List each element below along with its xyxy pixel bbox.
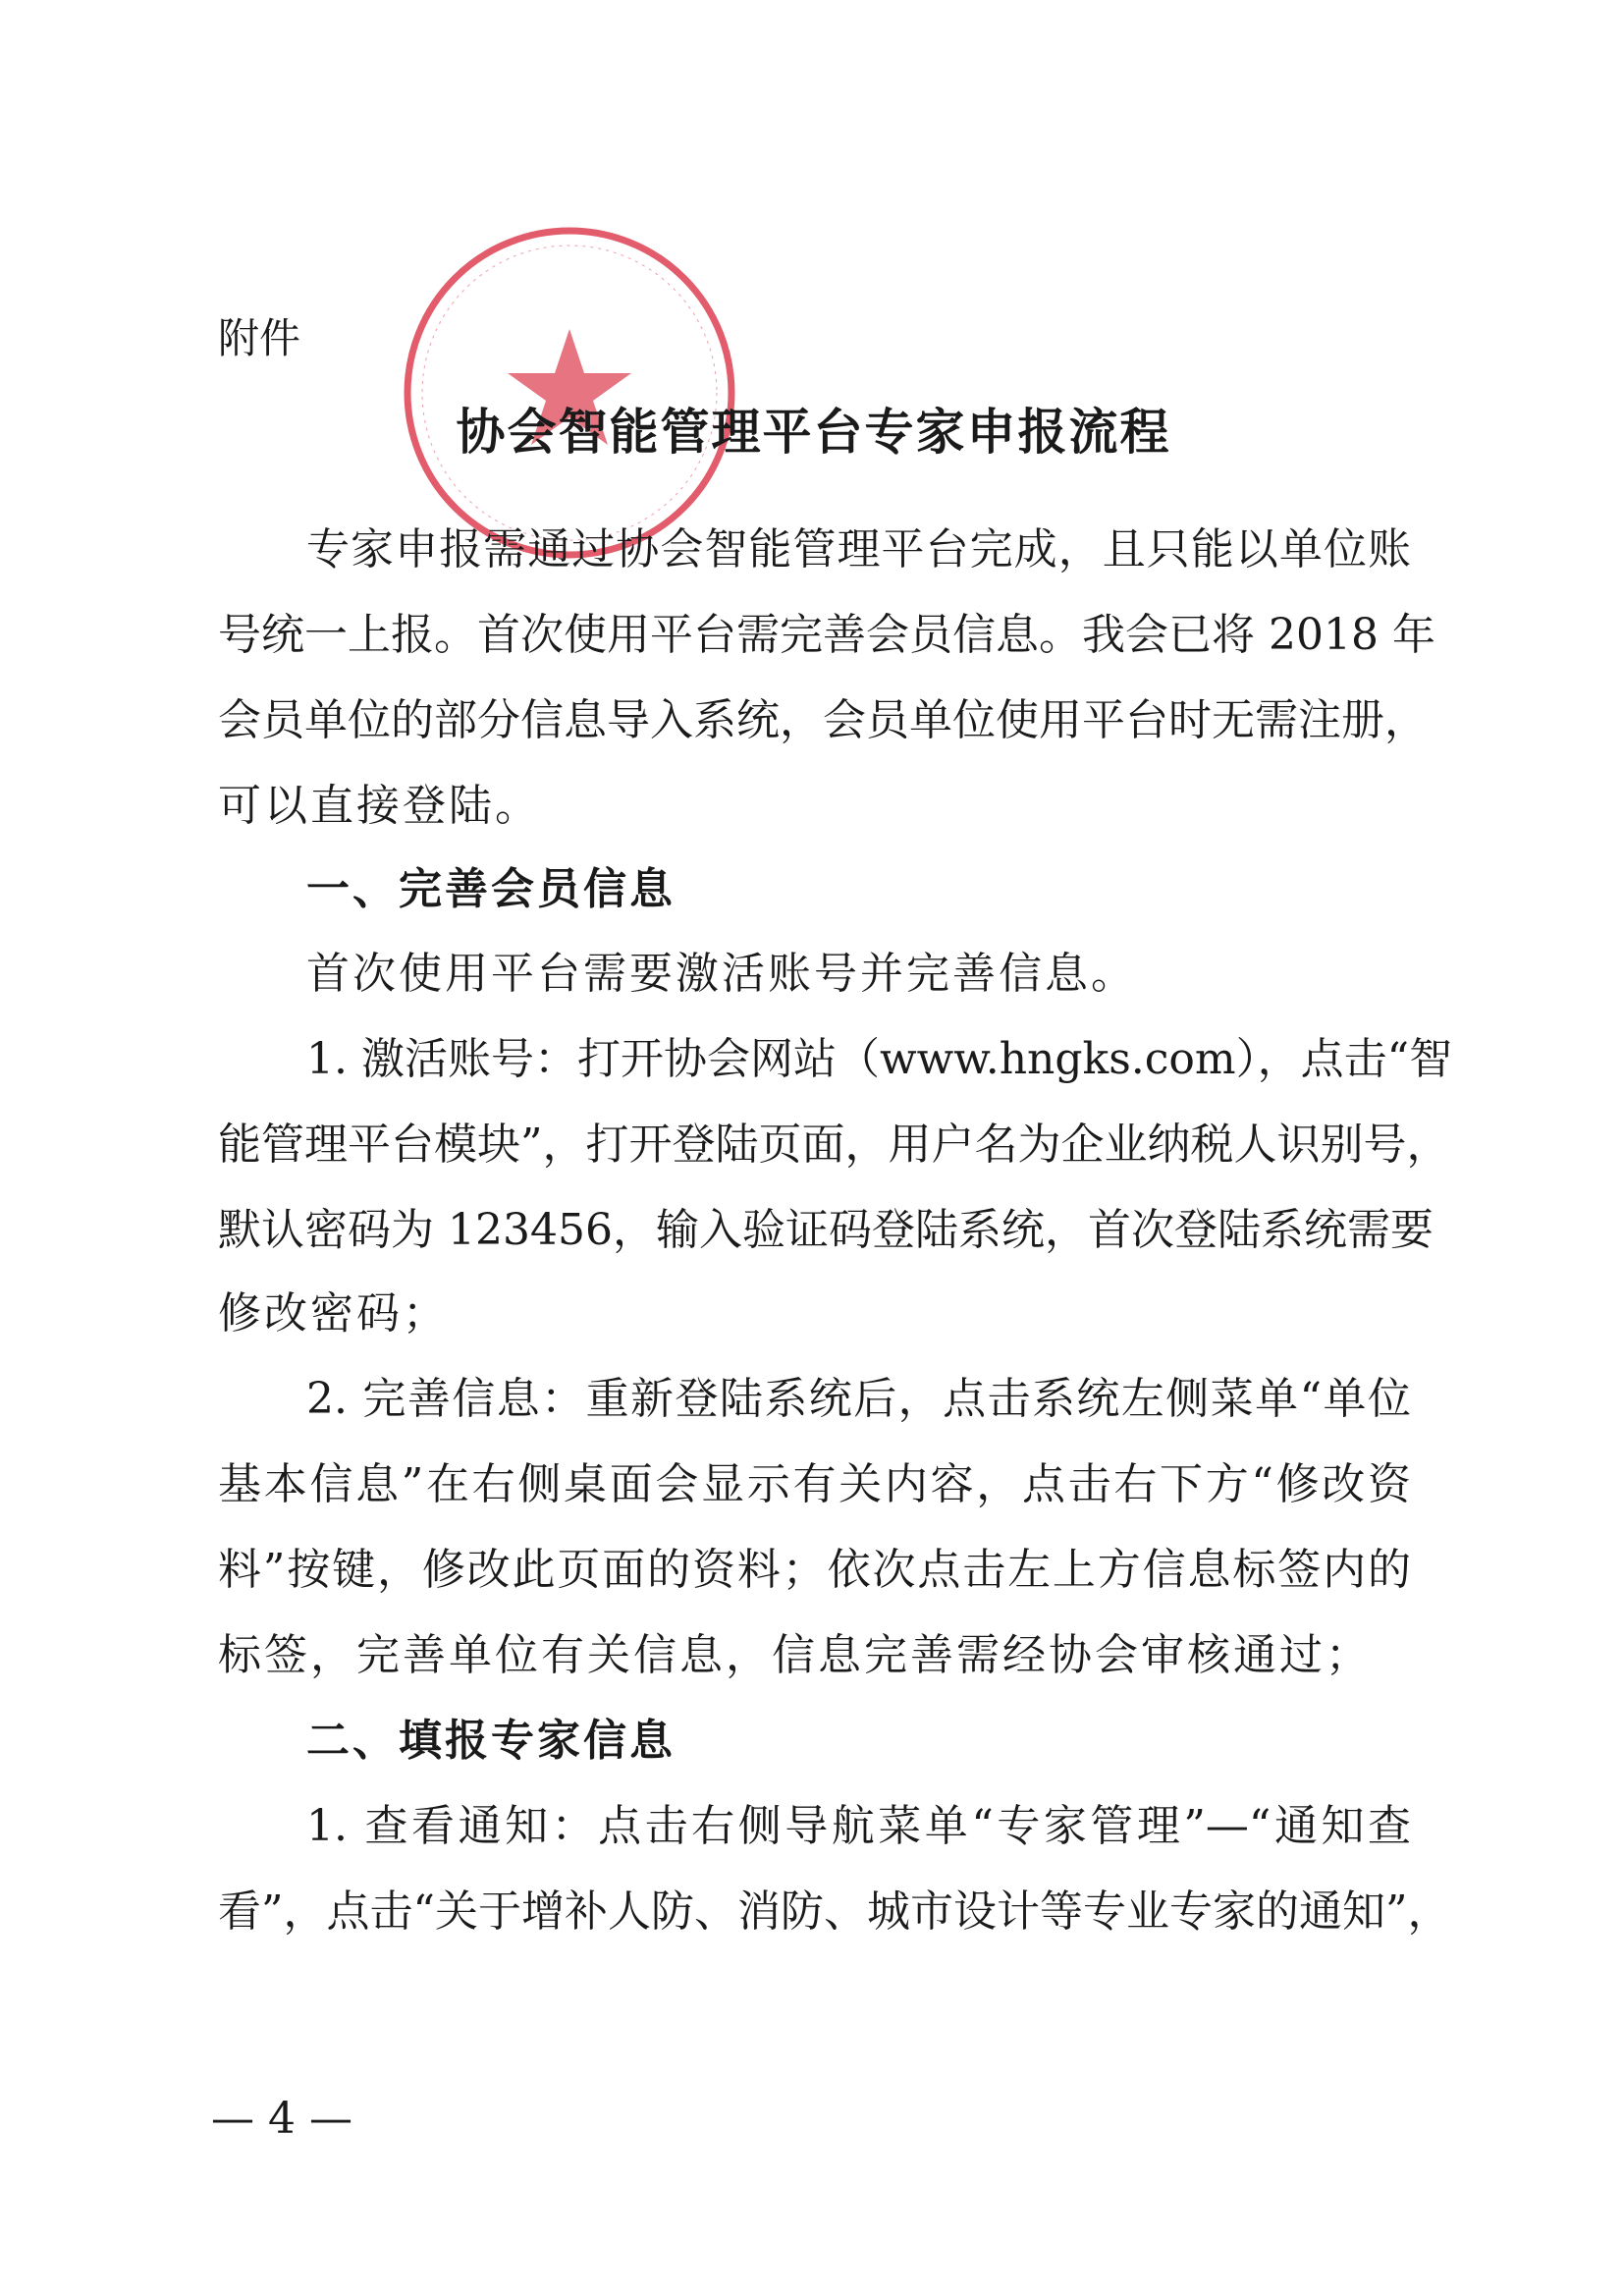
paragraph-line: 会员单位的部分信息导入系统，会员单位使用平台时无需注册， xyxy=(218,695,1428,745)
section-heading: 可以直接登陆。 xyxy=(218,781,541,831)
page-number: — 4 — xyxy=(211,2094,352,2144)
section-heading: 标签，完善单位有关信息，信息完善需经协会审核通过； xyxy=(218,1630,1372,1680)
section-heading: 修改密码； xyxy=(218,1288,449,1339)
paragraph-line: 2. 完善信息：重新登陆系统后，点击系统左侧菜单“单位 xyxy=(306,1374,1411,1424)
section-heading: 二、填报专家信息 xyxy=(306,1716,676,1766)
paragraph-line: 专家申报需通过协会智能管理平台完成，且只能以单位账 xyxy=(306,524,1411,574)
paragraph-line: 看”，点击“关于增补人防、消防、城市设计等专业专家的通知”， xyxy=(218,1886,1451,1937)
paragraph-line: 1. 查看通知：点击右侧导航菜单“专家管理”—“通知查 xyxy=(306,1801,1411,1851)
paragraph-line: 能管理平台模块”，打开登陆页面，用户名为企业纳税人识别号， xyxy=(218,1120,1450,1170)
paragraph-line: 1. 激活账号：打开协会网站（www.hngks.com），点击“智 xyxy=(306,1034,1453,1084)
paragraph-line: 基本信息”在右侧桌面会显示有关内容，点击右下方“修改资 xyxy=(218,1459,1411,1509)
section-heading: 首次使用平台需要激活账号并完善信息。 xyxy=(306,949,1137,999)
section-heading: 一、完善会员信息 xyxy=(306,864,676,914)
paragraph-line: 默认密码为 123456，输入验证码登陆系统，首次登陆系统需要 xyxy=(218,1205,1434,1255)
paragraph-line: 料”按键，修改此页面的资料；依次点击左上方信息标签内的 xyxy=(218,1545,1411,1595)
paragraph-line: 号统一上报。首次使用平台需完善会员信息。我会已将 2018 年 xyxy=(218,610,1435,660)
title-text: 协会智能管理平台专家申报流程 xyxy=(456,404,1171,461)
document-title xyxy=(0,393,1623,464)
attachment-label: 附件 xyxy=(218,314,301,362)
